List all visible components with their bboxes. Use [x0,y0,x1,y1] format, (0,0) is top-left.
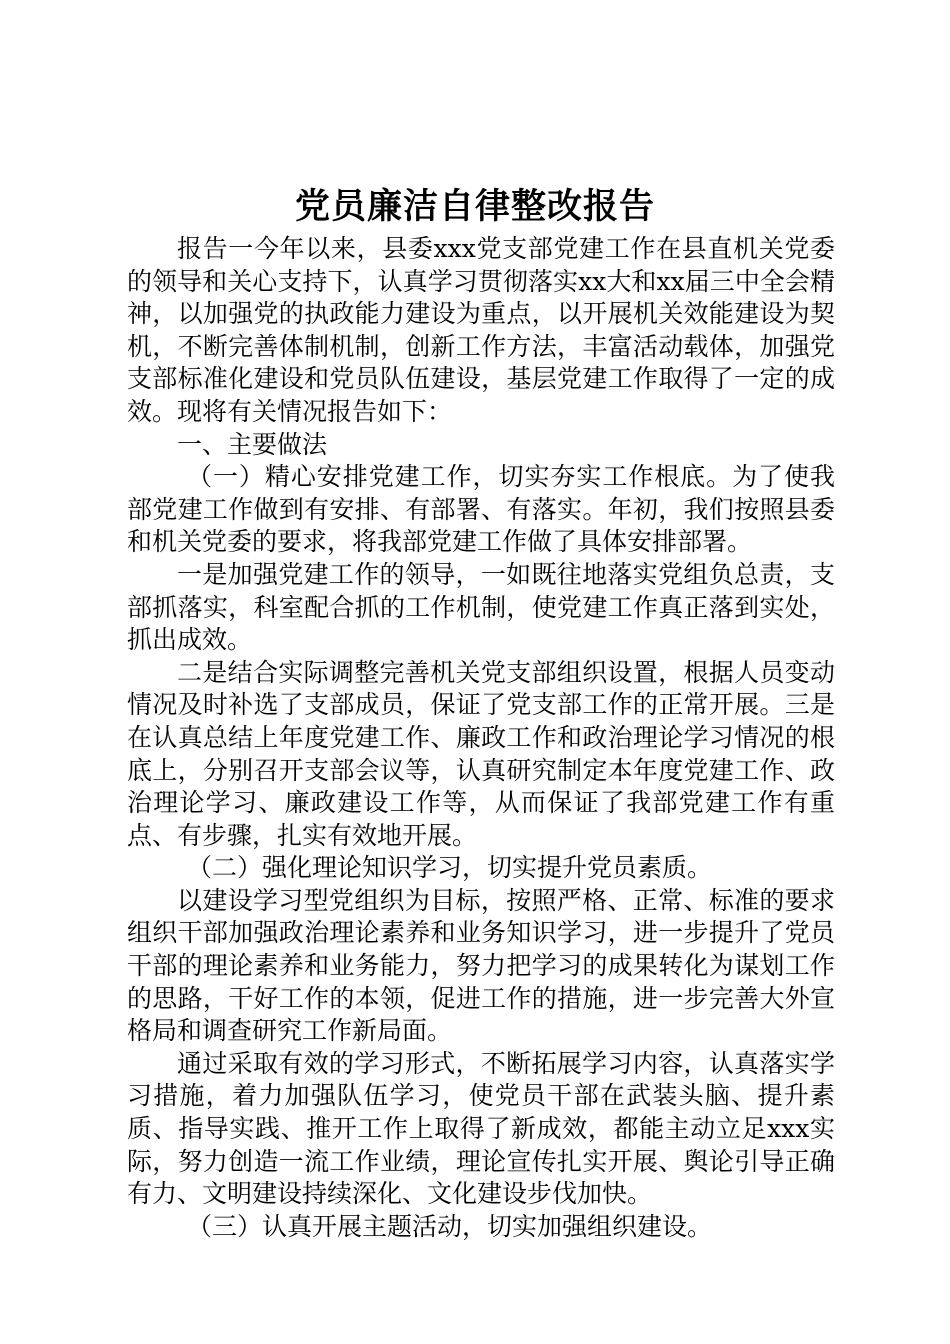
paragraph-point-2-3: 二是结合实际调整完善机关党支部组织设置，根据人员变动情况及时补选了支部成员，保证了党支部工作的正常开展。三是在认真总结上年度党建工作、廉政工作和政治理论学习情况的根底上，分别召开支部会议等，认真研究制定本年度党建工作、政治理论学习、廉政建设工作等，从而保证了我部党建工作有重点、有步骤，扎实有效地开展。 [127,657,835,850]
subsection-heading-2: （二）强化理论知识学习，切实提升党员素质。 [187,853,713,883]
paragraph-subsection-1: （一）精心安排党建工作，切实夯实工作根底。为了使我部党建工作做到有安排、有部署、有落实。年初，我们按照县委和机关党委的要求，将我部党建工作做了具体安排部署。 [127,462,835,557]
document-body [127,233,835,1243]
paragraph-learning-organization: 以建设学习型党组织为目标，按照严格、正常、标准的要求组织干部加强政治理论素养和业务知识学习，进一步提升了党员干部的理论素养和业务能力，努力把学习的成果转化为谋划工作的思路，干好工作的本领，促进工作的措施，进一步完善大外宣格局和调查研究工作新局面。 [127,885,835,1046]
paragraph-point-1: 一是加强党建工作的领导，一如既往地落实党组负总责，支部抓落实，科室配合抓的工作机制，使党建工作真正落到实处，抓出成效。 [127,559,835,655]
paragraph-learning-forms: 通过采取有效的学习形式，不断拓展学习内容，认真落实学习措施，着力加强队伍学习，使党员干部在武装头脑、提升素质、指导实践、推开工作上取得了新成效，都能主动立足xxx实际，努力创造一流工作业绩，理论宣传扎实开展、舆论引导正确有力、文明建设持续深化、文化建设步伐加快。 [127,1048,835,1209]
document-title: 党员廉洁自律整改报告 [294,186,655,227]
paragraph-intro: 报告一今年以来，县委xxx党支部党建工作在县直机关党委的领导和关心支持下，认真学习贯彻落实xx大和xx届三中全会精神，以加强党的执政能力建设为重点，以开展机关效能建设为契机，不断完善体制机制，创新工作方法，丰富活动载体，加强党支部标准化建设和党员队伍建设，基层党建工作取得了一定的成效。现将有关情况报告如下： [127,234,835,426]
section-heading-main-practices: 一、主要做法 [177,429,328,459]
subsection-heading-3: （三）认真开展主题活动，切实加强组织建设。 [187,1211,713,1241]
